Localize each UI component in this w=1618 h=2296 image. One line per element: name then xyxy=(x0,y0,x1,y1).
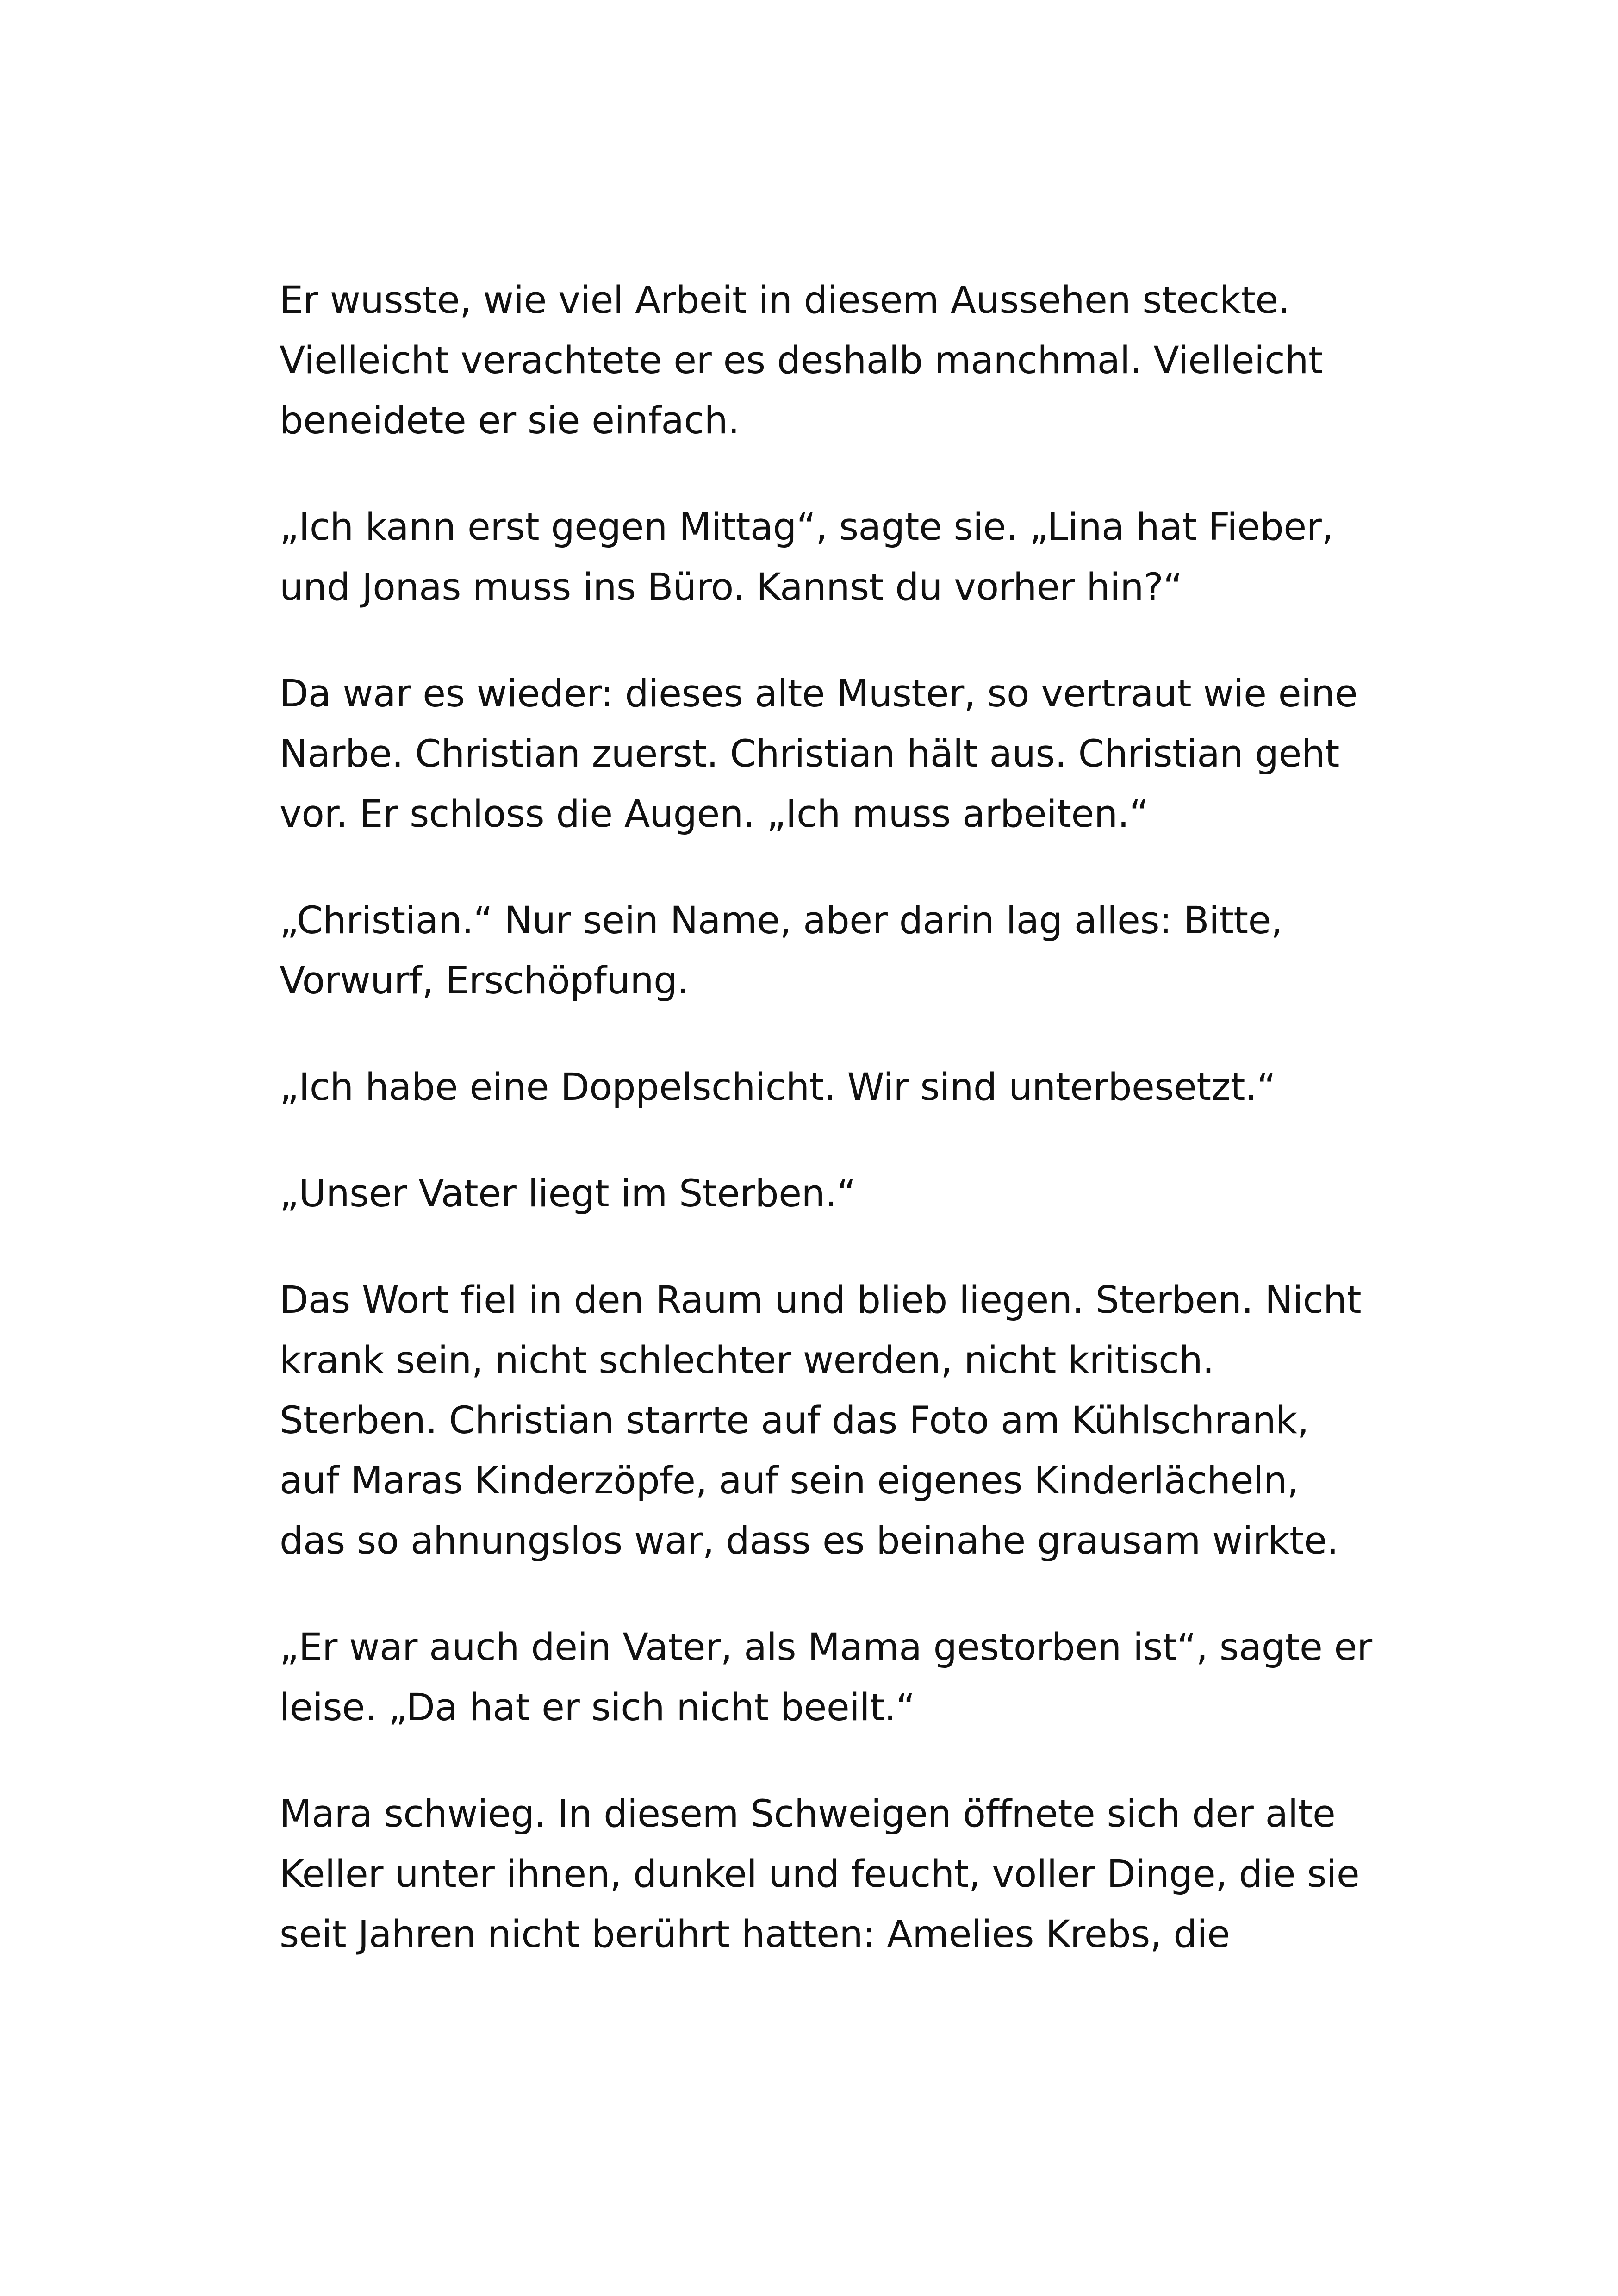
text-line: leise. „Da hat er sich nicht beeilt.“ xyxy=(280,1686,915,1729)
text-line: vor. Er schloss die Augen. „Ich muss arbeiten.“ xyxy=(280,792,1149,836)
text-line: „Er war auch dein Vater, als Mama gestorben ist“, sagte er xyxy=(280,1626,1372,1669)
text-line: Mara schwieg. In diesem Schweigen öffnete sich der alte xyxy=(280,1792,1336,1836)
paragraph xyxy=(280,1057,1363,1117)
paragraph xyxy=(280,891,1363,1011)
text-line: auf Maras Kinderzöpfe, auf sein eigenes Kinderlächeln, xyxy=(280,1459,1299,1503)
text-line: Das Wort fiel in den Raum und blieb liegen. Sterben. Nicht xyxy=(280,1279,1362,1322)
paragraph xyxy=(280,1270,1363,1571)
paragraph xyxy=(280,1164,1363,1224)
text-line: Sterben. Christian starrte auf das Foto am Kühlschrank, xyxy=(280,1399,1309,1442)
text-line: und Jonas muss ins Büro. Kannst du vorher hin?“ xyxy=(280,566,1182,609)
paragraph xyxy=(280,497,1363,618)
text-line: beneidete er sie einfach. xyxy=(280,399,740,443)
text-line: Narbe. Christian zuerst. Christian hält aus. Christian geht xyxy=(280,732,1339,776)
paragraph xyxy=(280,1617,1372,1738)
text-line: Vielleicht verachtete er es deshalb manchmal. Vielleicht xyxy=(280,339,1323,382)
body-text xyxy=(280,270,1372,2011)
text-line: „Unser Vater liegt im Sterben.“ xyxy=(280,1172,856,1216)
paragraph xyxy=(280,1784,1363,1965)
text-line: „Ich kann erst gegen Mittag“, sagte sie. „Lina hat Fieber, xyxy=(280,505,1333,549)
paragraph xyxy=(280,664,1363,844)
text-line: „Christian.“ Nur sein Name, aber darin lag alles: Bitte, xyxy=(280,899,1283,942)
text-line: das so ahnungslos war, dass es beinahe grausam wirkte. xyxy=(280,1519,1338,1563)
text-line: Vorwurf, Erschöpfung. xyxy=(280,959,689,1003)
text-line: seit Jahren nicht berührt hatten: Amelies Krebs, die xyxy=(280,1913,1230,1956)
text-line: „Ich habe eine Doppelschicht. Wir sind unterbesetzt.“ xyxy=(280,1066,1276,1109)
paragraph xyxy=(280,270,1363,451)
text-line: Da war es wieder: dieses alte Muster, so vertraut wie eine xyxy=(280,672,1358,716)
text-line: Keller unter ihnen, dunkel und feucht, voller Dinge, die sie xyxy=(280,1853,1360,1896)
text-line: krank sein, nicht schlechter werden, nicht kritisch. xyxy=(280,1339,1214,1382)
text-line: Er wusste, wie viel Arbeit in diesem Aussehen steckte. xyxy=(280,279,1290,322)
